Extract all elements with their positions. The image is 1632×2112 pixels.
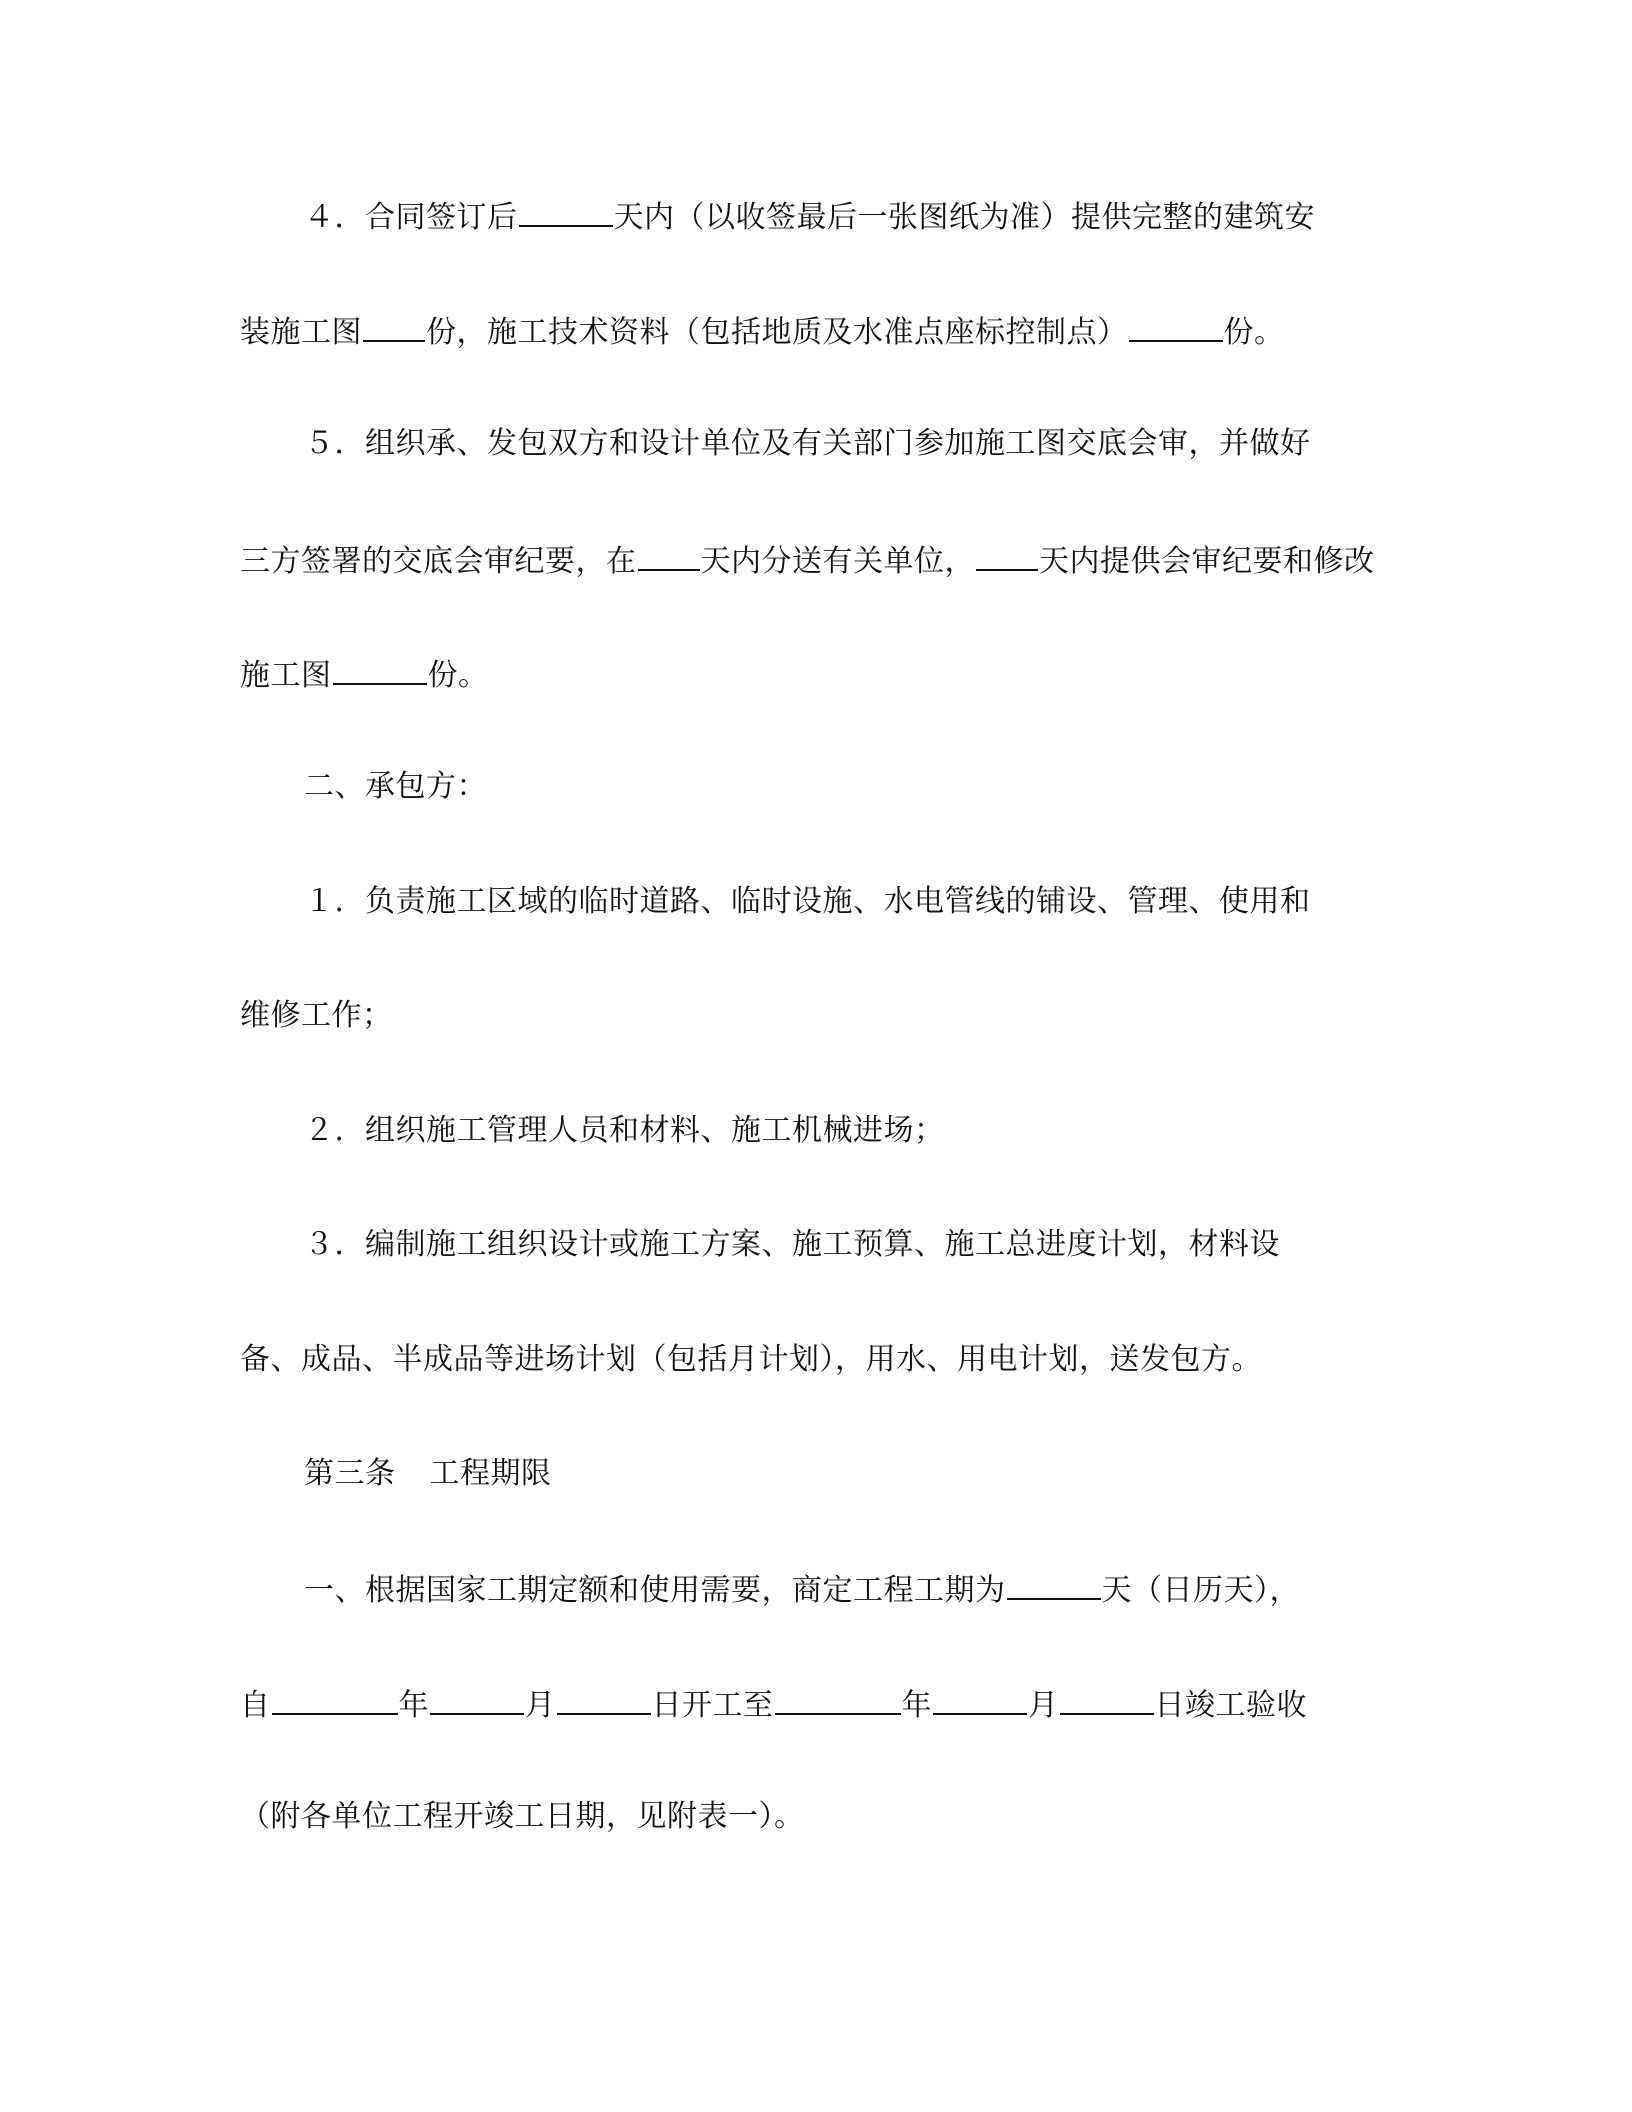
item-3-line-2: [240, 1340, 1370, 1380]
fill-blank: [363, 310, 425, 342]
item-1-line-1: [304, 882, 1434, 922]
period-line-1: [304, 1568, 1434, 1611]
fill-blank: [557, 1683, 651, 1715]
text: 备、成品、半成品等进场计划（包括月计划），用水、用电计划，送发包方。: [240, 1342, 1262, 1377]
fill-blank: [775, 1683, 901, 1715]
fill-blank: [976, 539, 1038, 571]
text: ４．合同签订后: [304, 200, 518, 235]
text: 三方签署的交底会审纪要，在: [240, 544, 637, 579]
fill-blank: [519, 195, 613, 227]
text: 份。: [427, 658, 489, 693]
clause-5-line-3: [240, 653, 1370, 696]
text: 天内提供会审纪要和修改: [1039, 544, 1375, 579]
text: ３．编制施工组织设计或施工方案、施工预算、施工总进度计划，材料设: [304, 1227, 1280, 1262]
text: 日竣工验收: [1154, 1688, 1307, 1723]
text: 一、根据国家工期定额和使用需要，商定工程工期为: [304, 1573, 1006, 1608]
fill-blank: [638, 539, 700, 571]
article-title: 工程期限: [429, 1456, 552, 1491]
clause-5-line-2: [240, 539, 1375, 582]
clause-5-line-1: [304, 424, 1434, 464]
fill-blank: [430, 1683, 524, 1715]
article-number: 第三条: [304, 1456, 396, 1491]
fill-blank: [333, 653, 427, 685]
text: 天内分送有关单位，: [700, 544, 975, 579]
fill-blank: [1007, 1568, 1101, 1600]
text: 天内（以收签最后一张图纸为准）提供完整的建筑安: [613, 200, 1315, 235]
text: 自: [240, 1688, 271, 1723]
text: 维修工作；: [240, 998, 393, 1033]
text: 年: [398, 1688, 429, 1723]
text: 天（日历天），: [1101, 1573, 1300, 1608]
text: 日开工至: [651, 1688, 774, 1723]
text: 施工图: [240, 658, 332, 693]
text: 二、承包方：: [304, 769, 487, 804]
fill-blank: [933, 1683, 1027, 1715]
fill-blank: [1060, 1683, 1154, 1715]
text: 份。: [1223, 315, 1285, 350]
section-heading-contractor: [304, 767, 1434, 807]
text: 年: [901, 1688, 932, 1723]
article-3-heading: [304, 1454, 1434, 1494]
period-line-2: [240, 1683, 1370, 1726]
item-2-line-1: [304, 1111, 1434, 1151]
clause-4-line-2: [240, 310, 1370, 353]
text: 月: [1028, 1688, 1059, 1723]
period-line-3: [240, 1797, 1370, 1837]
text: ５．组织承、发包双方和设计单位及有关部门参加施工图交底会审，并做好: [304, 426, 1311, 461]
item-1-line-2: [240, 996, 1370, 1036]
fill-blank: [272, 1683, 398, 1715]
text: 月: [525, 1688, 556, 1723]
text: 装施工图: [240, 315, 362, 350]
text: １．负责施工区域的临时道路、临时设施、水电管线的铺设、管理、使用和: [304, 884, 1311, 919]
text: 份，施工技术资料（包括地质及水准点座标控制点）: [426, 315, 1128, 350]
fill-blank: [1129, 310, 1223, 342]
clause-4-line-1: [304, 195, 1434, 238]
text: ２．组织施工管理人员和材料、施工机械进场；: [304, 1113, 945, 1148]
item-3-line-1: [304, 1225, 1434, 1265]
text: （附各单位工程开竣工日期，见附表一）。: [240, 1799, 805, 1834]
